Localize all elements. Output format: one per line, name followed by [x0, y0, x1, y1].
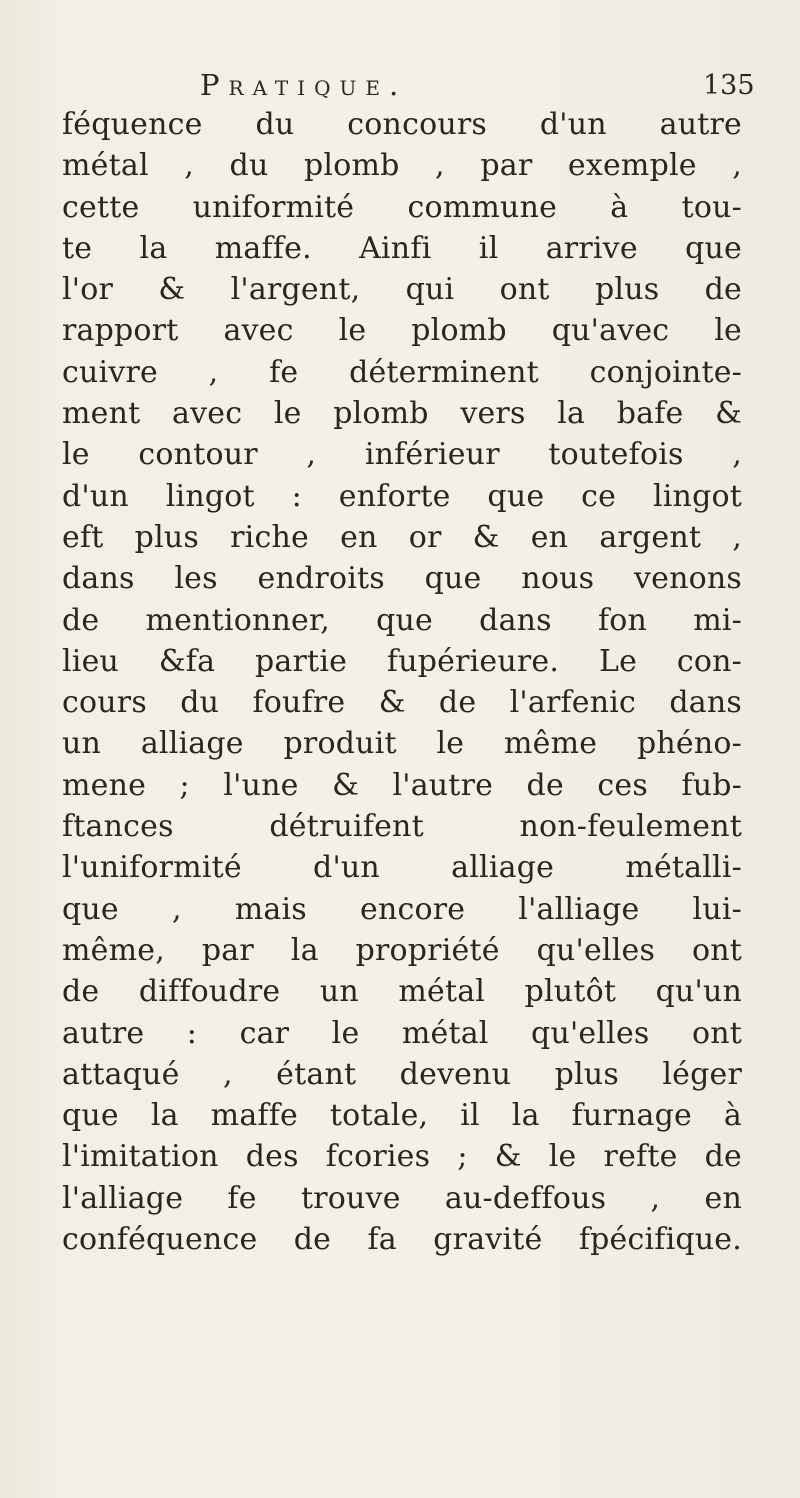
- text-line: l'uniformité d'un alliage métalli-: [62, 850, 742, 886]
- text-line: dans les endroits que nous venons: [62, 561, 742, 597]
- text-line: attaqué , étant devenu plus léger: [62, 1056, 742, 1092]
- text-line: lieu &fa partie fupérieure. Le con-: [62, 643, 742, 679]
- running-head: [0, 68, 800, 108]
- text-line: l'alliage fe trouve au-deffous , en: [62, 1180, 742, 1216]
- text-line: féquence du concours d'un autre: [62, 107, 742, 142]
- text-line: autre : car le métal qu'elles ont: [62, 1015, 742, 1051]
- text-line: eft plus riche en or & en argent ,: [62, 519, 742, 555]
- text-line: rapport avec le plomb qu'avec le: [62, 313, 742, 349]
- text-line: mene ; l'une & l'autre de ces fub-: [62, 767, 742, 803]
- text-line: le contour , inférieur toutefois ,: [62, 437, 742, 473]
- text-line: conféquence de fa gravité fpécifique.: [62, 1222, 742, 1258]
- text-line: ment avec le plomb vers la bafe &: [62, 396, 742, 432]
- text-line: ftances détruifent non-feulement: [62, 809, 742, 845]
- text-line: cuivre , fe déterminent conjointe-: [62, 354, 742, 390]
- text-line: de mentionner, que dans fon mi-: [62, 602, 742, 638]
- text-line: d'un lingot : enforte que ce lingot: [62, 478, 742, 514]
- text-line: que , mais encore l'alliage lui-: [62, 891, 742, 927]
- text-line: te la maffe. Ainfi il arrive que: [62, 230, 742, 266]
- text-line: même, par la propriété qu'elles ont: [62, 932, 742, 968]
- text-line: métal , du plomb , par exemple ,: [62, 148, 742, 184]
- text-line: cours du foufre & de l'arfenic dans: [62, 685, 742, 721]
- text-line: que la maffe totale, il la furnage à: [62, 1098, 742, 1134]
- page-number: 135: [703, 70, 755, 101]
- text-line: l'or & l'argent, qui ont plus de: [62, 272, 742, 308]
- running-head-title: Pratique.: [200, 68, 408, 102]
- text-line: de diffoudre un métal plutôt qu'un: [62, 974, 742, 1010]
- text-line: cette uniformité commune à tou-: [62, 189, 742, 225]
- text-line: l'imitation des fcories ; & le refte de: [62, 1139, 742, 1175]
- body-text: [62, 104, 742, 1260]
- text-line: un alliage produit le même phéno-: [62, 726, 742, 762]
